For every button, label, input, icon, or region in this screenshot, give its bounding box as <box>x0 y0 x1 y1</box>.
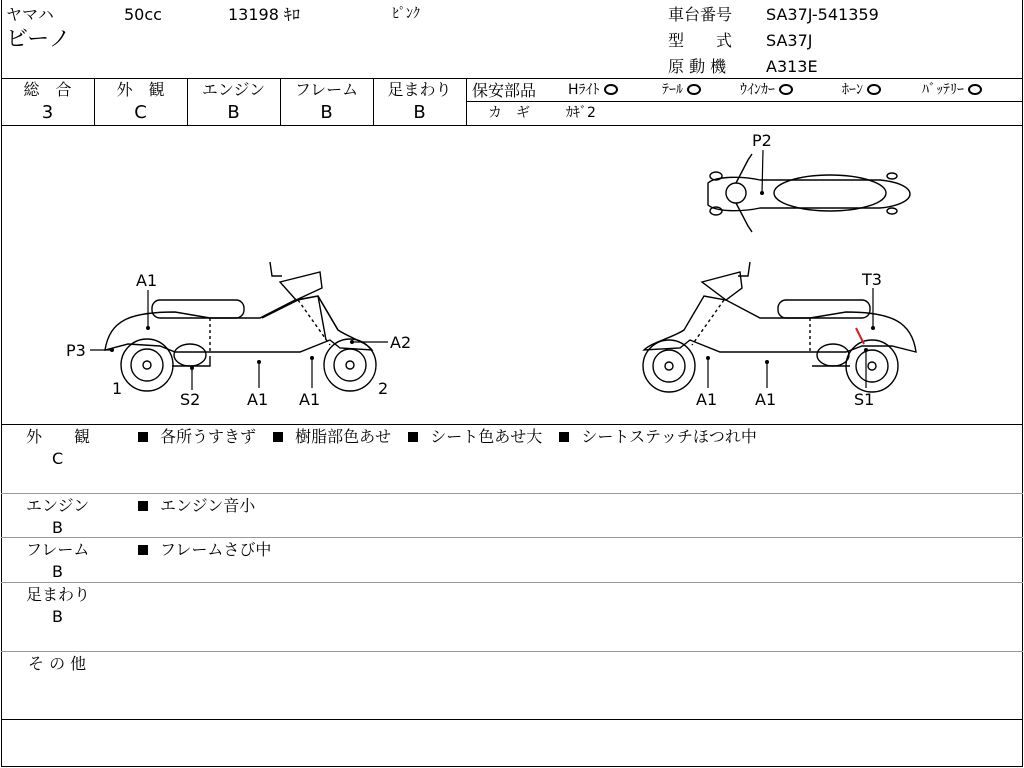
divider <box>1 651 1023 652</box>
bullet-icon <box>273 432 283 442</box>
key-value: ｶｷﾞ2 <box>566 105 596 121</box>
engine-label: 原 動 機 <box>668 57 727 76</box>
notes-engine-label: エンジン <box>26 496 90 515</box>
frame-no: SA37J-541359 <box>766 5 879 24</box>
left-marker-dots <box>110 326 354 370</box>
notes-frame-items: フレームさび中 <box>138 541 283 559</box>
type-label: 型 式 <box>668 31 733 50</box>
divider <box>466 101 1023 102</box>
grade-frame: B <box>320 102 333 123</box>
ok-circle-icon <box>779 84 793 95</box>
notes-exterior-label: 外 観 <box>26 427 91 446</box>
scooter-top-view <box>708 154 910 232</box>
divider <box>1 719 1023 720</box>
ok-circle-icon <box>867 84 881 95</box>
ok-circle-icon <box>687 84 701 95</box>
bullet-icon <box>138 501 148 511</box>
label-p3: P3 <box>66 341 86 360</box>
grade-engine-label: エンジン <box>201 80 266 99</box>
notes-other-label: そ の 他 <box>28 654 87 673</box>
notes-engine-items: エンジン音小 <box>138 497 267 515</box>
safety-item-winker: ｳｲﾝｶｰ <box>740 82 793 98</box>
label-a1-bottom-a: A1 <box>247 390 269 409</box>
safety-item-headlight: Hﾗｲﾄ <box>568 82 618 98</box>
color: ﾋﾟﾝｸ <box>392 6 420 22</box>
displacement: 50cc <box>124 5 162 24</box>
notes-frame-label: フレーム <box>26 540 90 559</box>
ok-circle-icon <box>604 84 618 95</box>
divider <box>1 537 1023 538</box>
safety-label: 保安部品 <box>472 81 537 100</box>
bullet-icon <box>559 432 569 442</box>
damage-mark <box>856 328 864 344</box>
safety-item-tail: ﾃｰﾙ <box>662 82 701 98</box>
divider <box>1 78 1023 79</box>
bullet-icon <box>138 432 148 442</box>
type: SA37J <box>766 31 813 50</box>
grade-suspension-label: 足まわり <box>387 80 452 99</box>
grade-exterior: C <box>134 102 147 123</box>
label-s2: S2 <box>180 390 201 409</box>
label-a1-bottom-b: A1 <box>299 390 321 409</box>
divider <box>1 424 1023 425</box>
grade-exterior-label: 外 観 <box>116 80 165 99</box>
notes-exterior-grade: C <box>52 449 64 468</box>
divider <box>466 78 467 125</box>
engine-model: A313E <box>766 57 818 76</box>
divider <box>1 493 1023 494</box>
label-p2: P2 <box>752 131 772 150</box>
label-num-1: 1 <box>112 379 123 398</box>
label-num-2: 2 <box>378 379 389 398</box>
safety-item-horn: ﾎｰﾝ <box>842 82 881 98</box>
grade-engine: B <box>227 102 240 123</box>
model-name: ビーノ <box>6 27 71 52</box>
mileage: 13198 ｷﾛ <box>228 5 300 24</box>
rear-wheel <box>121 339 173 391</box>
grade-overall: 3 <box>41 102 54 123</box>
divider <box>1 582 1023 583</box>
frame-no-label: 車台番号 <box>668 5 733 24</box>
grade-overall-label: 総 合 <box>23 80 72 99</box>
ok-circle-icon <box>968 84 982 95</box>
safety-item-battery: ﾊﾞｯﾃﾘｰ <box>922 82 982 98</box>
notes-suspension-label: 足まわり <box>26 585 91 604</box>
notes-exterior-items: 各所うすきず 樹脂部色あせ シート色あせ大 シートステッチほつれ中 <box>138 428 769 446</box>
label-a1-top-left: A1 <box>136 271 158 290</box>
label-a2: A2 <box>390 333 412 352</box>
label-s1: S1 <box>854 390 875 409</box>
maker: ヤマハ <box>6 5 54 24</box>
label-a1-right-a: A1 <box>696 390 718 409</box>
right-marker-dots <box>706 326 875 364</box>
bullet-icon <box>408 432 418 442</box>
grade-frame-label: フレーム <box>294 80 359 99</box>
notes-suspension-grade: B <box>52 607 63 626</box>
notes-engine-grade: B <box>52 518 63 537</box>
label-a1-right-b: A1 <box>755 390 777 409</box>
grade-suspension: B <box>413 102 426 123</box>
bullet-icon <box>138 545 148 555</box>
label-t3: T3 <box>862 270 882 289</box>
notes-frame-grade: B <box>52 562 63 581</box>
key-label: カ ギ <box>488 105 530 121</box>
